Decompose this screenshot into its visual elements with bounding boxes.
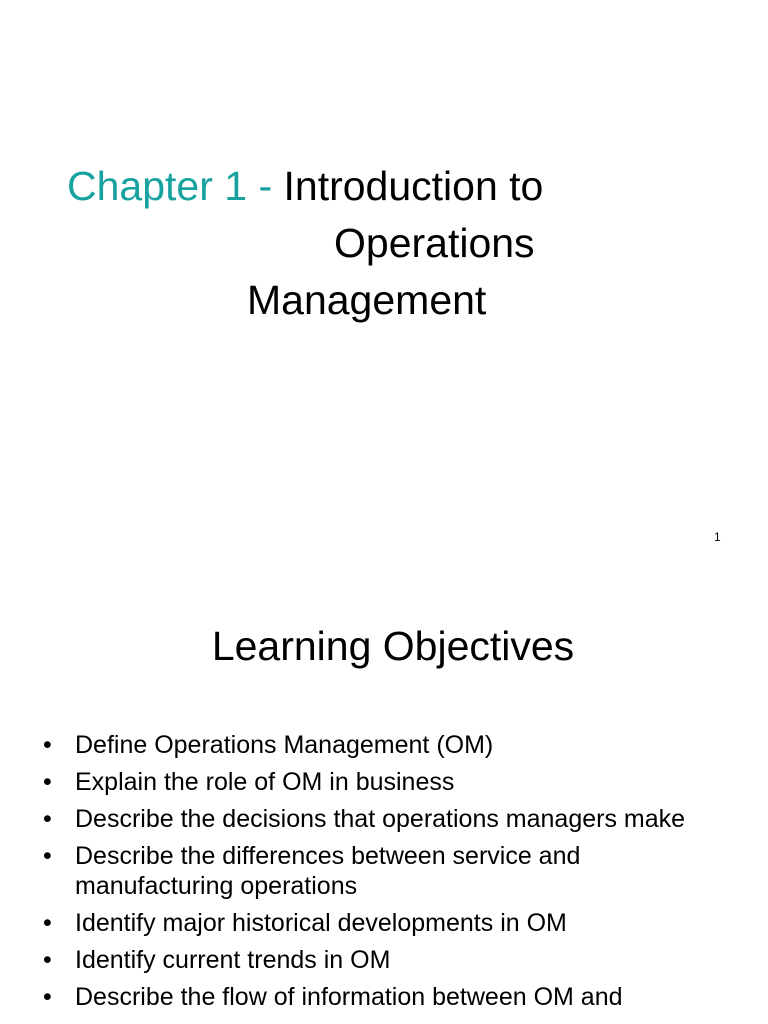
list-item <box>0 730 768 760</box>
bullet-icon: • <box>43 731 52 759</box>
bullet-icon: • <box>43 805 52 833</box>
bullet-icon: • <box>43 768 52 796</box>
list-item-text: Define Operations Management (OM) <box>75 731 494 759</box>
list-item-text: Identify current trends in OM <box>75 946 391 974</box>
slide-title-line-2: Operations <box>334 220 535 266</box>
page-number: 1 <box>714 530 721 544</box>
title-text-introduction: Introduction to <box>283 163 544 209</box>
slide-title-line-3: Management <box>247 277 487 323</box>
list-item-text: Explain the role of OM in business <box>75 768 455 796</box>
bullet-icon: • <box>43 909 52 937</box>
bullet-icon: • <box>43 946 52 974</box>
list-item <box>0 804 768 834</box>
bullet-icon: • <box>43 842 52 870</box>
list-item <box>0 767 768 797</box>
list-item <box>0 908 768 938</box>
list-item-text: Describe the decisions that operations managers make <box>75 805 686 833</box>
list-item-text: Describe the flow of information between OM and <box>75 983 623 1011</box>
list-item-text: Identify major historical developments in OM <box>75 909 567 937</box>
slide-heading: Learning Objectives <box>211 623 575 669</box>
list-item-text: Describe the differences between service and manufacturing operations <box>75 842 581 900</box>
list-item <box>0 982 768 1012</box>
bullet-icon: • <box>43 983 52 1011</box>
objectives-list <box>0 730 768 1019</box>
learning-objectives-slide <box>0 560 768 1024</box>
slide-title-line-1 <box>67 162 543 210</box>
list-item <box>0 841 768 901</box>
chapter-label: Chapter 1 - <box>67 163 284 209</box>
list-item <box>0 945 768 975</box>
